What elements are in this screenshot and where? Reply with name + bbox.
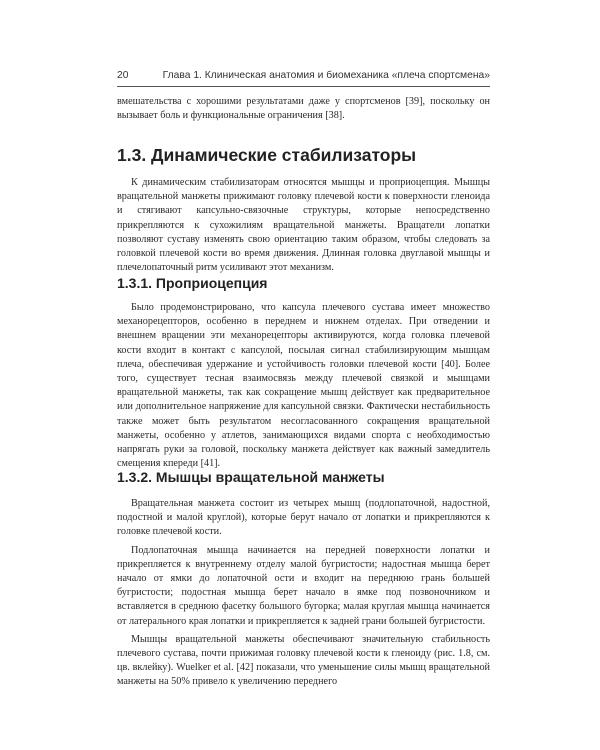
section-heading-1-3-2: 1.3.2. Мышцы вращательной манжеты — [117, 469, 385, 485]
section-1-3-2-paragraph-3: Мышцы вращательной манжеты обеспечивают значительную стабильность плечевого сустава, почти прижимая головку плечевой кости к гленоиду (рис. 1.8, см. цв. вклейку). Wuelker et al. [42] показали, что уменьшение силы мышц вращательной манжеты на 50% привело к увеличению переднего — [117, 633, 490, 688]
section-heading-1-3: 1.3. Динамические стабилизаторы — [117, 145, 417, 165]
section-1-3-2-paragraph-2: Подлопаточная мышца начинается на передней поверхности лопатки и прикрепляется к внутреннему отделу малой бугристости; надостная мышца берет начало от ямки до лопаточной ости и входит на переднюю грань большей бугристости; подостная мышца берет начало в ямке под позвоночником и вставляется в среднюю фасетку большого бугорка; малая круглая мышца начинается от латерального края лопатки и прикрепляется к задней грани большей бугристости. — [117, 544, 490, 627]
page-number: 20 — [117, 70, 129, 81]
running-head — [117, 70, 490, 81]
section-1-3-block — [117, 176, 490, 275]
section-1-3-1-block — [117, 301, 490, 471]
section-1-3-2-paragraph-1: Вращательная манжета состоит из четырех мышц (подлопаточной, надостной, подостной и малой круглой), которые берут начало от лопатки и прикрепляются к головке плечевой кости. — [117, 498, 490, 538]
section-heading-1-3-1: 1.3.1. Проприоцепция — [117, 275, 268, 291]
intro-paragraph: вмешательства с хорошими результатами даже у спортсменов [39], поскольку он вызывает боль и функциональные ограничения [38]. — [117, 96, 490, 122]
header-rule — [117, 86, 490, 87]
section-1-3-2-block — [117, 497, 490, 690]
section-1-3-1-paragraph: Было продемонстрировано, что капсула плечевого сустава имеет множество механорецепторов, особенно в переднем и нижнем отделах. При отведении и внешнем вращении эти механорецепторы активируются, когда головка плечевой кости входит в контакт с капсулой, посылая сигнал стабилизирующим мышцам плеча, обеспечивая удержание и устойчивость головки плечевой кости [40]. Более того, существует тесная взаимосвязь между плечевой связкой и мышцами вращательной манжеты, так как сокращение мышц действует как предварительное или дополнительное напряжение для капсульной связки. Фактически нестабильность также может быть результатом несогласованного сокращения вращательной манжеты, особенно у атлетов, занимающихся видами спорта с необходимостью напрягать руки за головой, поскольку манжета действует как важный замедлитель смещения кпереди [41]. — [117, 302, 490, 470]
section-1-3-paragraph: К динамическим стабилизаторам относятся мышцы и проприоцепция. Мышцы вращательной манжеты прижимают головку плечевой кости к поверхности гленоида и стягивают капсульно-связочные структуры, которые непосредственно прикрепляются к сухожилиям вращательной манжеты. Вращатели лопатки позволяют суставу изменять свою ориентацию таким образом, чтобы следовать за головкой плечевой кости во время движения. Длинная головка двуглавой мышцы и плечелопаточный ритм усиливают этот механизм. — [117, 177, 490, 274]
intro-block — [117, 95, 490, 123]
chapter-title: Глава 1. Клиническая анатомия и биомеханика «плеча спортсмена» — [162, 70, 490, 81]
